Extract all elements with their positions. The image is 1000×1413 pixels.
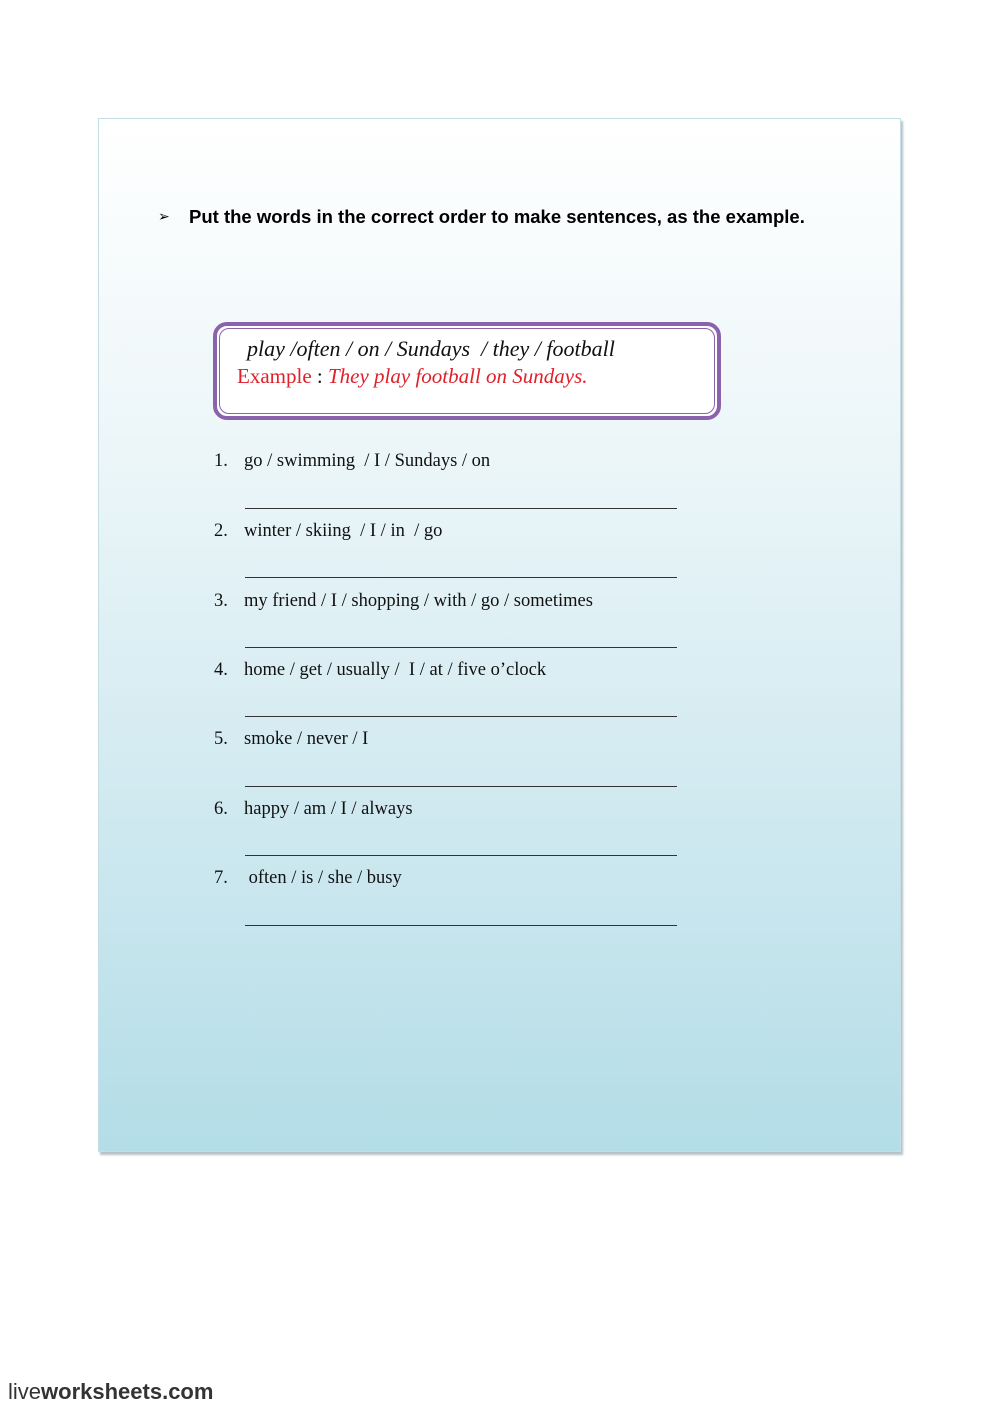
example-answer: They play football on Sundays. — [327, 364, 588, 388]
exercise-item-2 — [214, 521, 442, 542]
answer-line-3[interactable] — [245, 647, 677, 648]
exercise-item-3 — [214, 591, 593, 612]
exercise-item-7 — [214, 868, 402, 889]
item-number: 4. — [214, 660, 228, 680]
item-number: 2. — [214, 521, 228, 541]
exercise-item-6 — [214, 799, 413, 820]
answer-line-1[interactable] — [245, 508, 677, 509]
item-number: 5. — [214, 729, 228, 749]
logo-brand: worksheets — [41, 1379, 163, 1404]
logo-prefix: live — [8, 1379, 42, 1404]
example-sentence — [237, 364, 588, 389]
item-words: often / is / she / busy — [244, 868, 402, 888]
item-number: 7. — [214, 868, 228, 888]
exercise-item-5 — [214, 729, 368, 750]
item-words: my friend / I / shopping / with / go / sometimes — [244, 591, 593, 611]
worksheet-panel — [98, 118, 901, 1152]
answer-line-5[interactable] — [245, 786, 677, 787]
exercise-item-1 — [214, 451, 490, 472]
instruction — [158, 202, 838, 231]
item-words: home / get / usually / I / at / five o’clock — [244, 660, 547, 680]
answer-line-2[interactable] — [245, 577, 677, 578]
example-colon: : — [311, 364, 328, 388]
example-label: Example — [237, 364, 312, 388]
item-words: winter / skiing / I / in / go — [244, 521, 443, 541]
exercise-item-4 — [214, 660, 546, 681]
item-number: 6. — [214, 799, 228, 819]
item-words: happy / am / I / always — [244, 799, 413, 819]
liveworksheets-logo — [8, 1379, 213, 1405]
instruction-text: Put the words in the correct order to make sentences, as the example. — [189, 206, 805, 227]
example-words: play /often / on / Sundays / they / football — [247, 336, 615, 361]
answer-line-4[interactable] — [245, 716, 677, 717]
answer-line-6[interactable] — [245, 855, 677, 856]
logo-suffix: .com — [162, 1379, 214, 1404]
item-number: 3. — [214, 591, 228, 611]
item-number: 1. — [214, 451, 228, 471]
item-words: go / swimming / I / Sundays / on — [244, 451, 491, 471]
answer-line-7[interactable] — [245, 925, 677, 926]
item-words: smoke / never / I — [244, 729, 369, 749]
arrow-bullet-icon: ➢ — [158, 208, 170, 224]
